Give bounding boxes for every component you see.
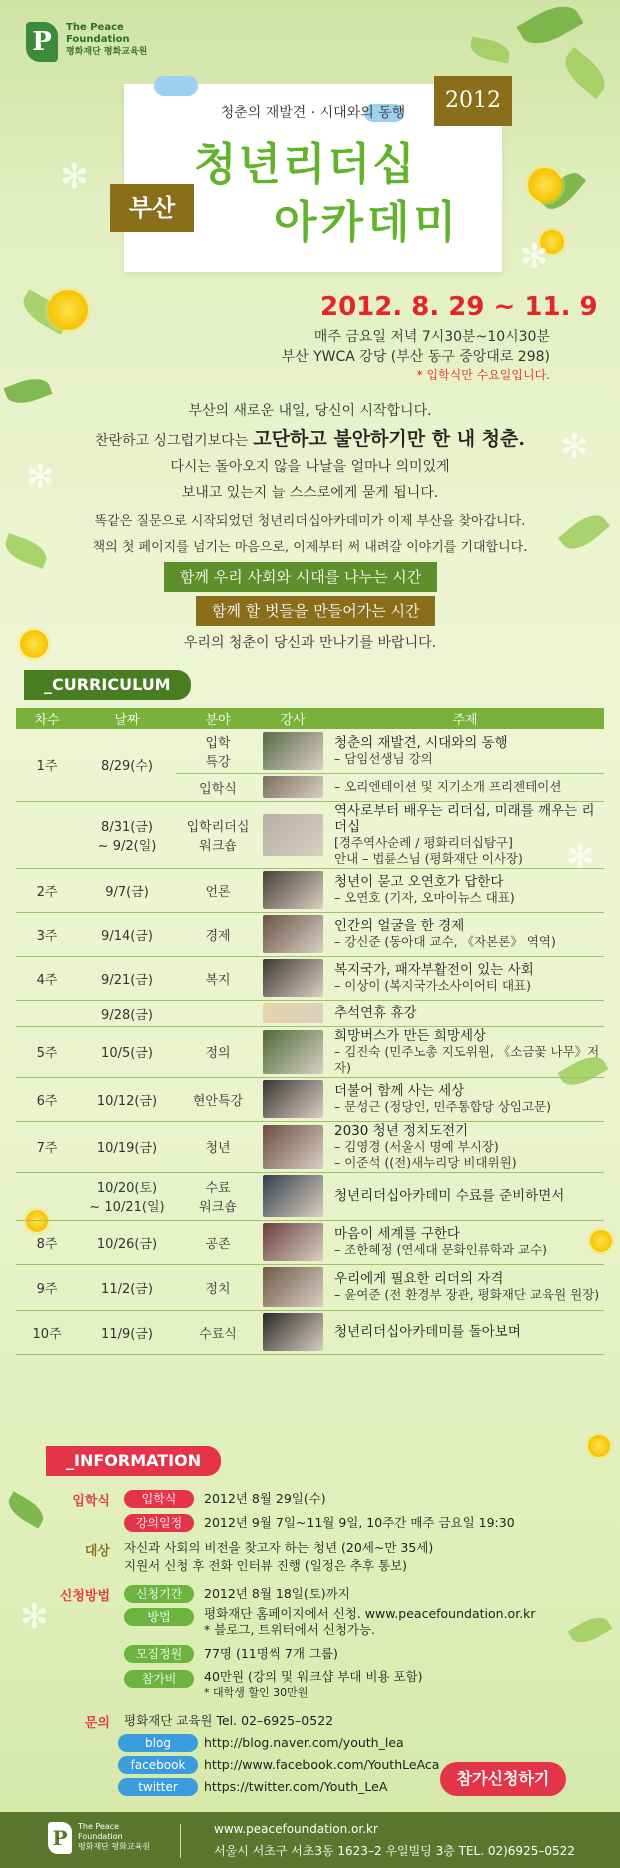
cell-week: 4주 [16,956,78,1000]
cell-week: 9주 [16,1264,78,1310]
cell-topic [326,1026,604,1077]
cell-topic [326,1000,604,1026]
topic-title: 희망버스가 만든 희망세상 [334,1027,487,1044]
snowflake-decoration: ✻ [566,837,595,877]
cell-week: 1주 [16,729,78,801]
logo-en-2: Foundation [66,34,130,45]
facebook-pill: facebook [118,1756,198,1774]
city-badge: 부산 [110,184,194,232]
method-value-2: * 블로그, 트위터에서 신청가능. [204,1622,376,1637]
leaf-decoration [469,37,512,64]
cell-date: 11/2(금) [78,1264,176,1310]
capacity-pill: 모집정원 [124,1645,194,1663]
snowflake-decoration: ✻ [60,157,89,197]
cell-week: 10주 [16,1310,78,1354]
lecturer-photo [263,959,323,997]
target-value-2: 지원서 신청 후 전화 인터뷰 진행 (일정은 추후 통보) [124,1558,408,1573]
topic-speaker: – 강신준 (동아대 교수, 《자본론》 역역) [334,934,556,949]
topic-speaker: – 이상이 (복지국가소사이어티 대표) [334,978,531,993]
col-date: 날짜 [78,708,176,729]
lecturer-photo [263,1313,323,1351]
target-label: 대상 [84,1544,110,1559]
topic-speaker: – 윤여준 (전 환경부 장관, 평화재단 교육원 원장) [334,1287,600,1302]
cell-lecturer [260,1000,326,1026]
topic-title: 청년이 묻고 오연호가 답한다 [334,874,504,890]
method-value-1: 평화재단 홈페이지에서 신청. www.peacefoundation.or.kr [204,1606,536,1621]
cell-date: 9/21(금) [78,956,176,1000]
cloud-decoration [154,76,198,96]
period-value: 2012년 8월 18일(토)까지 [204,1586,350,1601]
leaf-decoration [517,0,584,53]
lecturer-photo [263,1175,323,1217]
title-line-2: 아카데미 [274,197,461,248]
topic-title: 우리에게 필요한 리더의 자격 [334,1271,504,1287]
cell-date: 10/12(금) [78,1077,176,1121]
snowflake-decoration: ✻ [26,457,55,497]
intro-line-4: 보내고 있는지 늘 스스로에게 묻게 됩니다. [181,485,439,501]
title-card [124,84,502,272]
footer [0,1812,620,1868]
cell-date: 10/20(토) ~ 10/21(일) [78,1172,176,1220]
cell-lecturer [260,868,326,912]
contact-label: 문의 [84,1716,110,1731]
topic-speaker: – 담임선생님 강의 [334,750,433,766]
table-row [16,1121,604,1172]
snowflake-decoration: ✻ [520,237,549,277]
footer-logo-text [78,1822,150,1854]
cell-lecturer [260,773,326,801]
footer-logo-ko: 평화재단 평화교육원 [78,1842,151,1851]
cell-topic [326,1220,604,1264]
col-field: 분야 [176,708,260,729]
table-row [16,1220,604,1264]
cell-lecturer [260,1172,326,1220]
cell-field: 입학 특강 [176,729,260,773]
lecture-value: 2012년 9월 7일~11월 9일, 10주간 매주 금요일 19:30 [204,1515,515,1530]
cell-topic [326,801,604,868]
intro-closing: 우리의 청춘이 당신과 만나기를 바랍니다. [183,635,437,651]
cell-lecturer [260,1310,326,1354]
cell-field: 수료식 [176,1310,260,1354]
cell-field: 언론 [176,868,260,912]
snowflake-decoration: ✻ [560,427,589,467]
intro-line-6: 책의 첫 페이지를 넘기는 마음으로, 이제부터 써 내려갈 이야기를 기대합니다. [92,540,528,555]
topic-title: 청년리더십아카데미 수료를 준비하면서 [334,1188,565,1204]
target-value-1: 자신과 사회의 비전을 찾고자 하는 청년 (20세~만 35세) [124,1540,434,1555]
cell-lecturer [260,801,326,868]
cell-field: 수료 워크숍 [176,1172,260,1220]
footer-divider [180,1824,181,1858]
schedule-place: 부산 YWCA 강당 (부산 동구 중앙대로 298) [281,349,550,365]
logo-text [66,22,147,58]
cell-lecturer [260,912,326,956]
topic-speaker: – 김영경 (서울시 명예 부시장) – 이준석 ((전)새누리당 비대위원) [334,1138,517,1170]
col-lecturer: 강사 [260,708,326,729]
cell-week: 8주 [16,1220,78,1264]
intro-line-1: 부산의 새로운 내일, 당신이 시작합니다. [188,403,432,419]
cell-topic [326,956,604,1000]
table-row [16,1172,604,1220]
banner-2: 함께 할 벗들을 만들어가는 시간 [196,596,435,626]
intro-line-3: 다시는 돌아오지 않을 나날을 얼마나 의미있게 [170,459,450,475]
topic-title: 역사로부터 배우는 리더십, 미래를 깨우는 리더십 [334,802,595,835]
table-row [16,801,604,868]
intro-line-2b: 고단하고 불안하기만 한 내 청춘. [253,428,525,450]
table-row [16,1310,604,1354]
curriculum-title: _CURRICULUM [24,670,191,700]
cell-field: 입학식 [176,773,260,801]
contact-value: 평화재단 교육원 Tel. 02–6925–0522 [124,1713,334,1728]
cell-topic [326,1172,604,1220]
cell-field: 정의 [176,1026,260,1077]
banner-1: 함께 우리 사회와 시대를 나누는 시간 [164,562,437,592]
cell-week [16,1172,78,1220]
lecturer-photo [263,1125,323,1169]
flower-decoration [48,290,88,330]
cell-week: 5주 [16,1026,78,1077]
cell-week: 6주 [16,1077,78,1121]
cell-date: 11/9(금) [78,1310,176,1354]
period-pill: 신청기간 [124,1585,194,1603]
topic-title: 추석연휴 휴강 [334,1005,417,1021]
schedule-time: 매주 금요일 저녁 7시30분~10시30분 [313,329,550,345]
cell-week: 2주 [16,868,78,912]
footer-logo-en-2: Foundation [78,1832,123,1841]
cell-date: 10/19(금) [78,1121,176,1172]
capacity-value: 77명 (11명씩 7개 그룹) [204,1646,338,1661]
cell-topic [326,1121,604,1172]
topic-title: 청춘의 재발견, 시대와의 동행 [334,734,508,751]
topic-speaker: [경주역사순례 / 평화리더십탐구] 안내 – 법륜스님 (평화재단 이사장) [334,834,523,866]
table-row [16,912,604,956]
cell-lecturer [260,1220,326,1264]
information-title: _INFORMATION [46,1446,221,1476]
title-subtitle: 청춘의 재발견 · 시대와의 동행 [220,105,406,121]
cell-date: 9/28(금) [78,1000,176,1026]
topic-title: 청년리더십아카데미를 돌아보며 [334,1324,521,1340]
logo [26,22,147,62]
cell-topic [326,912,604,956]
leaf-decoration [568,1611,613,1648]
lecturer-photo [263,915,323,953]
lecturer-photo [263,1267,323,1307]
footer-logo [48,1822,150,1854]
facebook-link[interactable]: http://www.facebook.com/YouthLeAca [204,1757,440,1772]
table-row [16,1264,604,1310]
cell-lecturer [260,729,326,773]
cell-date: 10/5(금) [78,1026,176,1077]
cell-field: 공존 [176,1220,260,1264]
entrance-label: 입학식 [72,1494,110,1509]
twitter-link[interactable]: https://twitter.com/Youth_LeA [204,1779,388,1794]
cell-week [16,801,78,868]
footer-url[interactable]: www.peacefoundation.or.kr [214,1822,378,1836]
intro-line-2 [0,424,620,451]
fee-value-2: * 대학생 할인 30만원 [204,1686,309,1699]
cell-field: 청년 [176,1121,260,1172]
cell-date: 10/26(금) [78,1220,176,1264]
cell-week [16,1000,78,1026]
lecturer-photo [263,1030,323,1074]
cell-topic [326,868,604,912]
col-week: 차수 [16,708,78,729]
topic-title: 더불어 함께 사는 세상 [334,1083,465,1099]
topic-speaker: – 오연호 (기자, 오마이뉴스 대표) [334,890,515,905]
curriculum-table [16,708,604,1355]
method-pill: 방법 [124,1608,194,1626]
table-row [16,868,604,912]
year-badge: 2012 [434,76,512,126]
topic-title: 복지국가, 패자부활전이 있는 사회 [334,962,534,978]
cell-field: 입학리더십 워크숍 [176,801,260,868]
fee-value-1: 40만원 (강의 및 워크샵 부대 비용 포함) [204,1669,423,1684]
entrance-value: 2012년 8월 29일(수) [204,1491,326,1506]
schedule-note: * 입학식만 수요일입니다. [416,368,550,382]
cell-field: 경제 [176,912,260,956]
apply-button[interactable]: 참가신청하기 [440,1762,566,1796]
logo-mark: P [26,22,58,62]
flower-decoration [528,168,562,202]
table-row [16,1077,604,1121]
leaf-decoration [557,47,612,99]
table-row [16,956,604,1000]
topic-speaker: – 오리엔테이션 및 지기소개 프리젠테이션 [334,779,562,794]
lecture-pill: 강의일정 [124,1514,194,1532]
cell-field: 정치 [176,1264,260,1310]
cell-lecturer [260,1026,326,1077]
cell-lecturer [260,1121,326,1172]
topic-speaker: – 김진숙 (민주노총 지도위원, 《소금꽃 나무》저자) [334,1043,600,1075]
cell-date: 9/7(금) [78,868,176,912]
cell-lecturer [260,1077,326,1121]
cell-topic [326,773,604,801]
topic-title: 인간의 얼굴을 한 경제 [334,918,465,934]
cell-week: 3주 [16,912,78,956]
topic-title: 2030 청년 정치도전기 [334,1122,469,1139]
cell-topic [326,1264,604,1310]
topic-speaker: – 조한혜정 (연세대 문화인류학과 교수) [334,1242,548,1257]
table-header-row [16,708,604,729]
table-row [16,1026,604,1077]
lecturer-photo [263,1003,323,1023]
footer-address: 서울시 서초구 서초3동 1623–2 우일빌딩 3층 TEL. 02)6925–0522 [214,1844,575,1858]
logo-ko: 평화재단 평화교육원 [66,47,148,57]
lecturer-photo [263,1080,323,1118]
cell-date: 9/14(금) [78,912,176,956]
cell-topic [326,1310,604,1354]
cell-date: 8/31(금) ~ 9/2(일) [78,801,176,868]
lecturer-photo [263,871,323,909]
intro-line-5: 똑같은 질문으로 시작되었던 청년리더십아카데미가 이제 부산을 찾아갑니다. [94,514,526,529]
cell-date: 8/29(수) [78,729,176,801]
fee-pill: 참가비 [124,1670,194,1688]
apply-label: 신청방법 [59,1589,110,1604]
snowflake-decoration: ✻ [20,1597,49,1637]
blog-link[interactable]: http://blog.naver.com/youth_lea [204,1735,404,1750]
cell-field: 현안특강 [176,1077,260,1121]
table-row [16,1000,604,1026]
lecturer-photo [263,814,323,856]
date-range: 2012. 8. 29 ~ 11. 9 [320,292,598,322]
lecturer-photo [263,732,323,770]
footer-logo-mark: P [48,1822,72,1854]
logo-en-1: The Peace [66,22,124,33]
entrance-pill: 입학식 [124,1490,194,1508]
footer-logo-en-1: The Peace [78,1822,120,1831]
blog-pill: blog [118,1734,198,1752]
cell-lecturer [260,1264,326,1310]
topic-speaker: – 문성근 (정당인, 민주통합당 상임고문) [334,1099,551,1114]
topic-title: 마음이 세계를 구한다 [334,1226,460,1242]
cell-field [176,1000,260,1026]
cell-field: 복지 [176,956,260,1000]
cell-lecturer [260,956,326,1000]
lecturer-photo [263,776,323,798]
lecturer-photo [263,1223,323,1261]
table-row [16,729,604,773]
col-topic: 주제 [326,708,604,729]
cell-topic [326,729,604,773]
cell-week: 7주 [16,1121,78,1172]
intro-line-2a: 찬란하고 싱그럽기보다는 [95,433,249,449]
twitter-pill: twitter [118,1778,198,1796]
title-line-1: 청년리더십 [194,139,417,190]
flower-decoration [588,1435,610,1457]
cell-topic [326,1077,604,1121]
